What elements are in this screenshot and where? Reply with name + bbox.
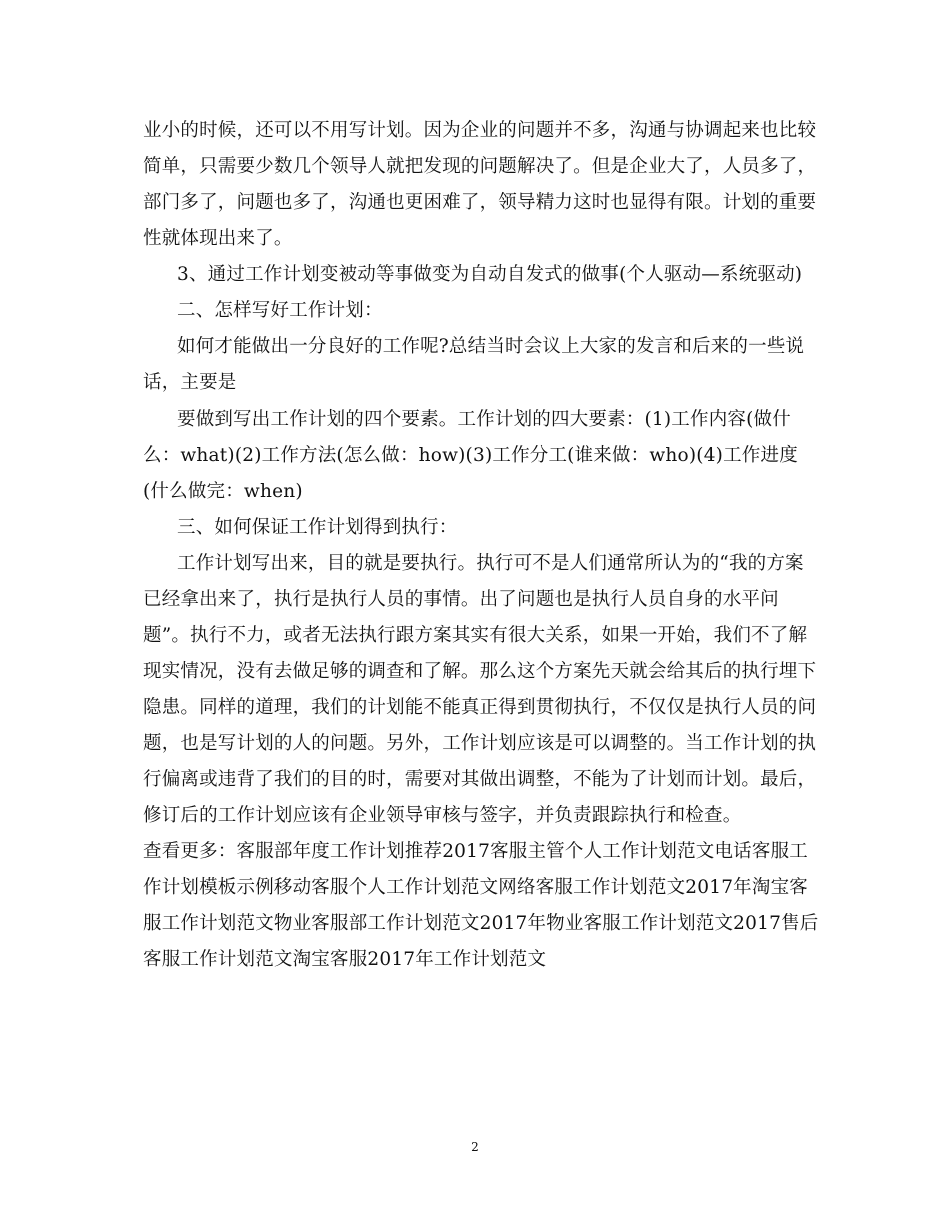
text-line: 行偏离或违背了我们的目的时，需要对其做出调整，不能为了计划而计划。最后， (143, 769, 817, 790)
text-line: 现实情况，没有去做足够的调查和了解。那么这个方案先天就会给其后的执行埋下 (143, 661, 817, 682)
text-line: 如何才能做出一分良好的工作呢?总结当时会议上大家的发言和后来的一些说 (177, 336, 805, 357)
text-line: 已经拿出来了，执行是执行人员的事情。出了问题也是执行人员自身的水平问 (143, 589, 779, 610)
text-line: 题”。执行不力，或者无法执行跟方案其实有很大关系，如果一开始，我们不了解 (143, 625, 808, 646)
text-line: (什么做完：when) (143, 481, 303, 502)
text-line: 题，也是写计划的人的问题。另外，工作计划应该是可以调整的。当工作计划的执 (143, 733, 817, 754)
text-line: 3、通过工作计划变被动等事做变为自动自发式的做事(个人驱动—系统驱动) (177, 264, 803, 285)
see-more-line: 客服工作计划范文淘宝客服2017年工作计划范文 (143, 949, 547, 970)
see-more-line: 作计划模板示例移动客服个人工作计划范文网络客服工作计划范文2017年淘宝客 (143, 877, 808, 898)
text-line: 简单，只需要少数几个领导人就把发现的问题解决了。但是企业大了，人员多了， (143, 156, 817, 177)
text-line: 话，主要是 (143, 372, 237, 393)
text-line: 工作计划写出来，目的就是要执行。执行可不是人们通常所认为的“我的方案 (177, 553, 804, 574)
text-line: 隐患。同样的道理，我们的计划能不能真正得到贯彻执行，不仅仅是执行人员的问 (143, 697, 817, 718)
text-line: 要做到写出工作计划的四个要素。工作计划的四大要素：(1)工作内容(做什 (177, 409, 791, 430)
text-line: 业小的时候，还可以不用写计划。因为企业的问题并不多，沟通与协调起来也比较 (143, 120, 817, 141)
see-more-line: 查看更多：客服部年度工作计划推荐2017客服主管个人工作计划范文电话客服工 (143, 841, 808, 862)
section-heading: 二、怎样写好工作计划： (177, 300, 383, 321)
text-line: 部门多了，问题也多了，沟通也更困难了，领导精力这时也显得有限。计划的重要 (143, 192, 817, 213)
text-line: 修订后的工作计划应该有企业领导审核与签字，并负责跟踪执行和检查。 (143, 805, 742, 826)
text-line: 么：what)(2)工作方法(怎么做：how)(3)工作分工(谁来做：who)(4)工作进度 (143, 445, 798, 466)
section-heading: 三、如何保证工作计划得到执行： (177, 517, 458, 538)
page-number: 2 (471, 1140, 479, 1154)
see-more-line: 服工作计划范文物业客服部工作计划范文2017年物业客服工作计划范文2017售后 (143, 913, 819, 934)
text-line: 性就体现出来了。 (143, 228, 293, 249)
